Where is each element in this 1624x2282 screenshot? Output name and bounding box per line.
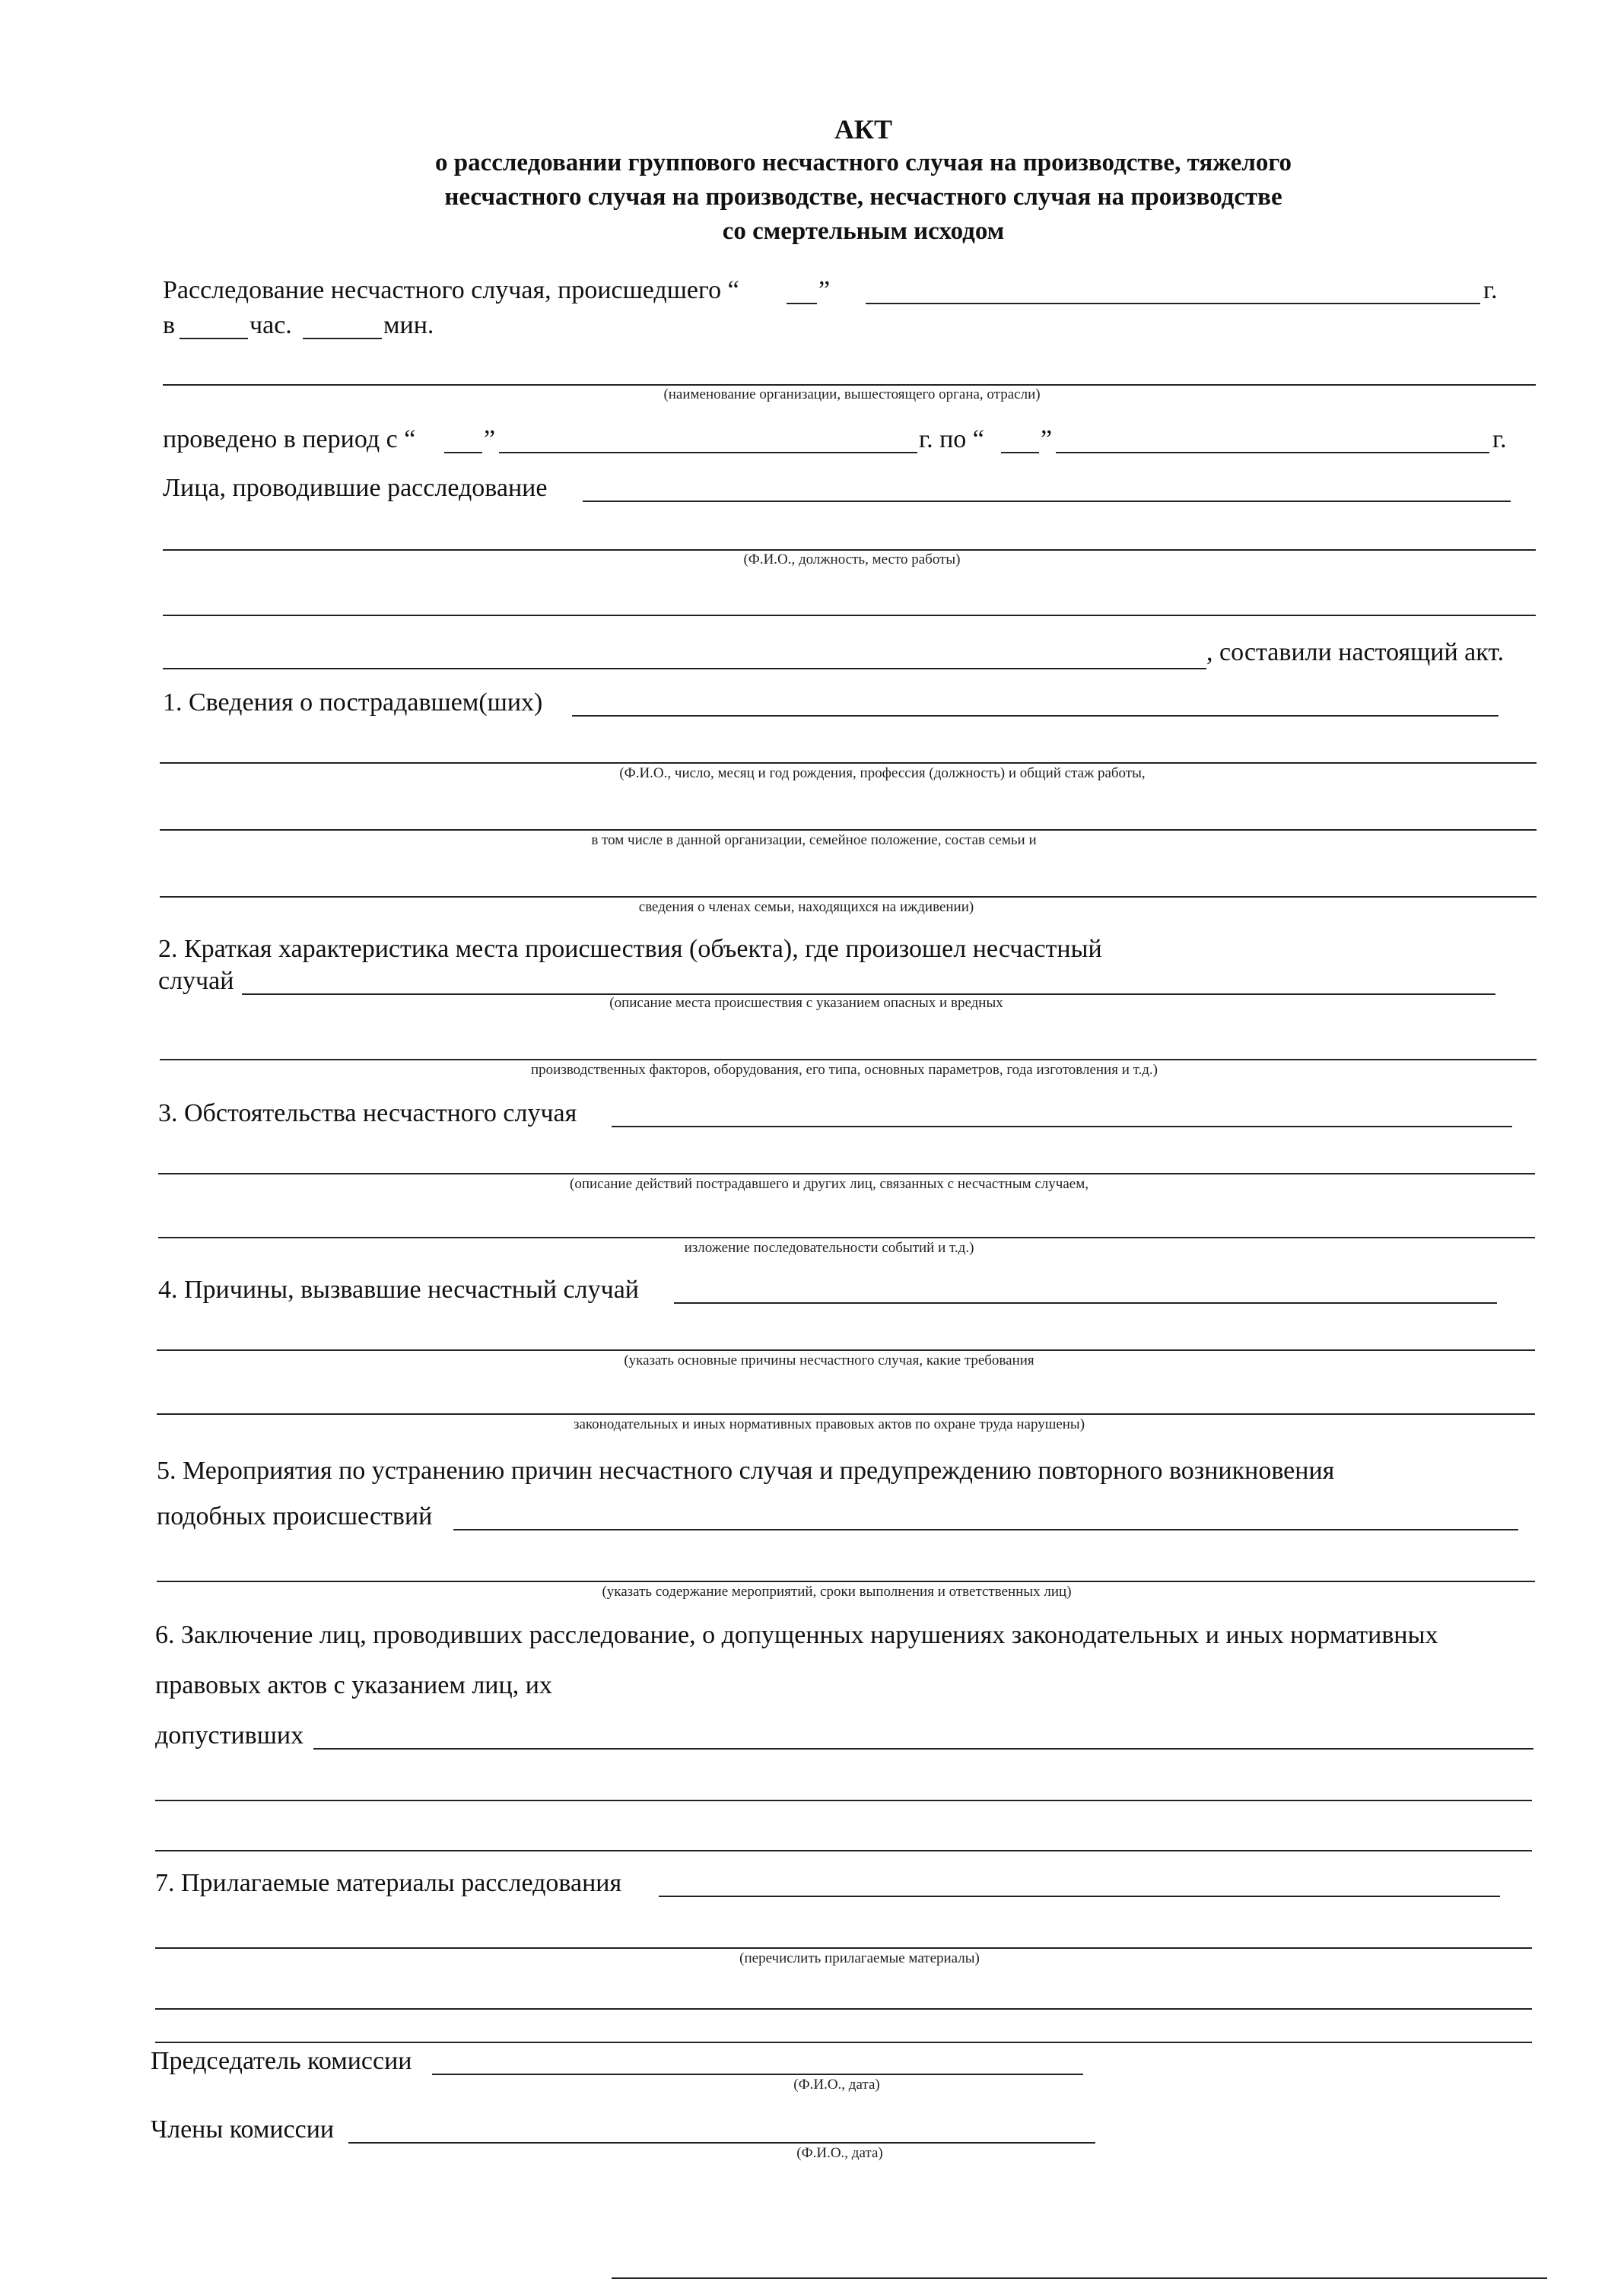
section-5-field-line-2[interactable]: [157, 1581, 1535, 1582]
section-1-field[interactable]: [572, 715, 1498, 717]
section-3-label: 3. Обстоятельства несчастного случая: [158, 1099, 577, 1127]
section-1-field-line-2[interactable]: [160, 762, 1537, 764]
organization-field[interactable]: [163, 384, 1536, 386]
incident-minute-field[interactable]: [303, 338, 382, 339]
section-7-field-line-4[interactable]: [155, 2042, 1532, 2043]
section-5-caption-1: (указать содержание мероприятий, сроки выполнения и ответственных лиц): [602, 1584, 1072, 1600]
period-start-day-field[interactable]: [444, 452, 482, 453]
section-4-caption-2: законодательных и иных нормативных правовых актов по охране труда нарушены): [573, 1416, 1085, 1432]
period-quote-close-1: ”: [484, 425, 496, 453]
section-6-label-line-1: 6. Заключение лиц, проводивших расследование, о допущенных нарушениях законодательных и иных нормативных: [155, 1621, 1438, 1649]
incident-month-field[interactable]: [866, 303, 1480, 304]
section-2-label-line-1: 2. Краткая характеристика места происшествия (объекта), где произошел несчастный: [158, 935, 1102, 963]
commission-members-field-line-2[interactable]: [612, 2277, 1547, 2279]
minute-label: мин.: [383, 311, 434, 339]
section-6-label-line-3: допустивших: [155, 1721, 304, 1750]
commission-chair-field[interactable]: [432, 2074, 1083, 2075]
document-title-line-2: несчастного случая на производстве, несчастного случая на производстве: [444, 183, 1282, 211]
time-in-label: в: [163, 311, 176, 339]
commission-chair-caption: (Ф.И.О., дата): [793, 2077, 880, 2093]
section-4-label: 4. Причины, вызвавшие несчастный случай: [158, 1276, 639, 1304]
persons-label: Лица, проводившие расследование: [163, 474, 548, 502]
section-6-field[interactable]: [313, 1748, 1533, 1750]
persons-field-line-4[interactable]: [163, 668, 1206, 669]
section-1-caption-1: (Ф.И.О., число, месяц и год рождения, профессия (должность) и общий стаж работы,: [619, 765, 1146, 781]
section-7-field-line-3[interactable]: [155, 2008, 1532, 2010]
section-3-field-line-3[interactable]: [158, 1237, 1535, 1238]
section-6-field-line-3[interactable]: [155, 1850, 1532, 1851]
section-5-label-line-1: 5. Мероприятия по устранению причин несчастного случая и предупреждению повторного возникновения: [157, 1457, 1335, 1485]
section-4-field-line-2[interactable]: [157, 1349, 1535, 1351]
incident-day-field[interactable]: [787, 303, 817, 304]
persons-field-line-3[interactable]: [163, 615, 1536, 616]
section-4-field[interactable]: [674, 1302, 1497, 1304]
section-6-field-line-2[interactable]: [155, 1800, 1532, 1801]
period-year-suffix: г.: [1492, 425, 1507, 453]
section-3-field[interactable]: [612, 1126, 1512, 1127]
section-1-caption-3: сведения о членах семьи, находящихся на иждивении): [638, 899, 974, 915]
commission-chair-label: Председатель комиссии: [151, 2047, 412, 2075]
commission-members-caption: (Ф.И.О., дата): [796, 2145, 883, 2161]
organization-caption: (наименование организации, вышестоящего органа, отрасли): [663, 386, 1041, 402]
act-composed-text: , составили настоящий акт.: [1206, 638, 1505, 666]
section-5-label-line-2: подобных происшествий: [157, 1502, 433, 1530]
persons-field-line-2[interactable]: [163, 549, 1536, 551]
quote-close: ”: [818, 276, 831, 304]
year-suffix: г.: [1483, 276, 1498, 304]
section-4-field-line-3[interactable]: [157, 1413, 1535, 1415]
period-end-month-field[interactable]: [1056, 452, 1489, 453]
period-label: проведено в период с “: [163, 425, 416, 453]
document-title-line-3: со смертельным исходом: [722, 218, 1005, 245]
period-end-day-field[interactable]: [1001, 452, 1039, 453]
period-mid-label: г. по “: [919, 425, 984, 453]
section-2-caption-2: производственных факторов, оборудования, его типа, основных параметров, года изготовления и т.д.): [530, 1062, 1158, 1078]
section-7-caption-1: (перечислить прилагаемые материалы): [739, 1950, 980, 1966]
section-4-caption-1: (указать основные причины несчастного случая, какие требования: [624, 1352, 1034, 1368]
section-3-caption-2: изложение последовательности событий и т.д.): [684, 1240, 974, 1256]
section-1-field-line-3[interactable]: [160, 829, 1537, 831]
section-3-caption-1: (описание действий пострадавшего и других лиц, связанных с несчастным случаем,: [570, 1176, 1088, 1192]
persons-caption: (Ф.И.О., должность, место работы): [743, 551, 961, 567]
section-7-label: 7. Прилагаемые материалы расследования: [155, 1869, 622, 1897]
section-1-caption-2: в том числе в данной организации, семейное положение, состав семьи и: [591, 832, 1037, 848]
hour-label: час.: [249, 311, 292, 339]
section-2-field-line-2[interactable]: [160, 1059, 1537, 1060]
commission-members-field[interactable]: [348, 2142, 1095, 2144]
section-1-field-line-4[interactable]: [160, 896, 1537, 898]
section-1-label: 1. Сведения о пострадавшем(ших): [163, 688, 543, 717]
section-7-field-line-2[interactable]: [155, 1947, 1532, 1949]
document-heading: АКТ: [834, 114, 893, 145]
section-6-label-line-2: правовых актов с указанием лиц, их: [155, 1671, 552, 1699]
section-5-field[interactable]: [453, 1529, 1518, 1530]
commission-members-label: Члены комиссии: [151, 2115, 335, 2144]
section-2-label-line-2: случай: [158, 967, 234, 995]
section-2-caption-1: (описание места происшествия с указанием опасных и вредных: [609, 995, 1003, 1011]
section-3-field-line-2[interactable]: [158, 1173, 1535, 1174]
section-7-field[interactable]: [659, 1896, 1500, 1897]
persons-field[interactable]: [583, 501, 1511, 502]
document-title-line-1: о расследовании группового несчастного случая на производстве, тяжелого: [434, 149, 1292, 176]
period-quote-close-2: ”: [1041, 425, 1053, 453]
period-start-month-field[interactable]: [499, 452, 917, 453]
incident-hour-field[interactable]: [180, 338, 248, 339]
investigation-label: Расследование несчастного случая, происшедшего “: [163, 276, 739, 304]
